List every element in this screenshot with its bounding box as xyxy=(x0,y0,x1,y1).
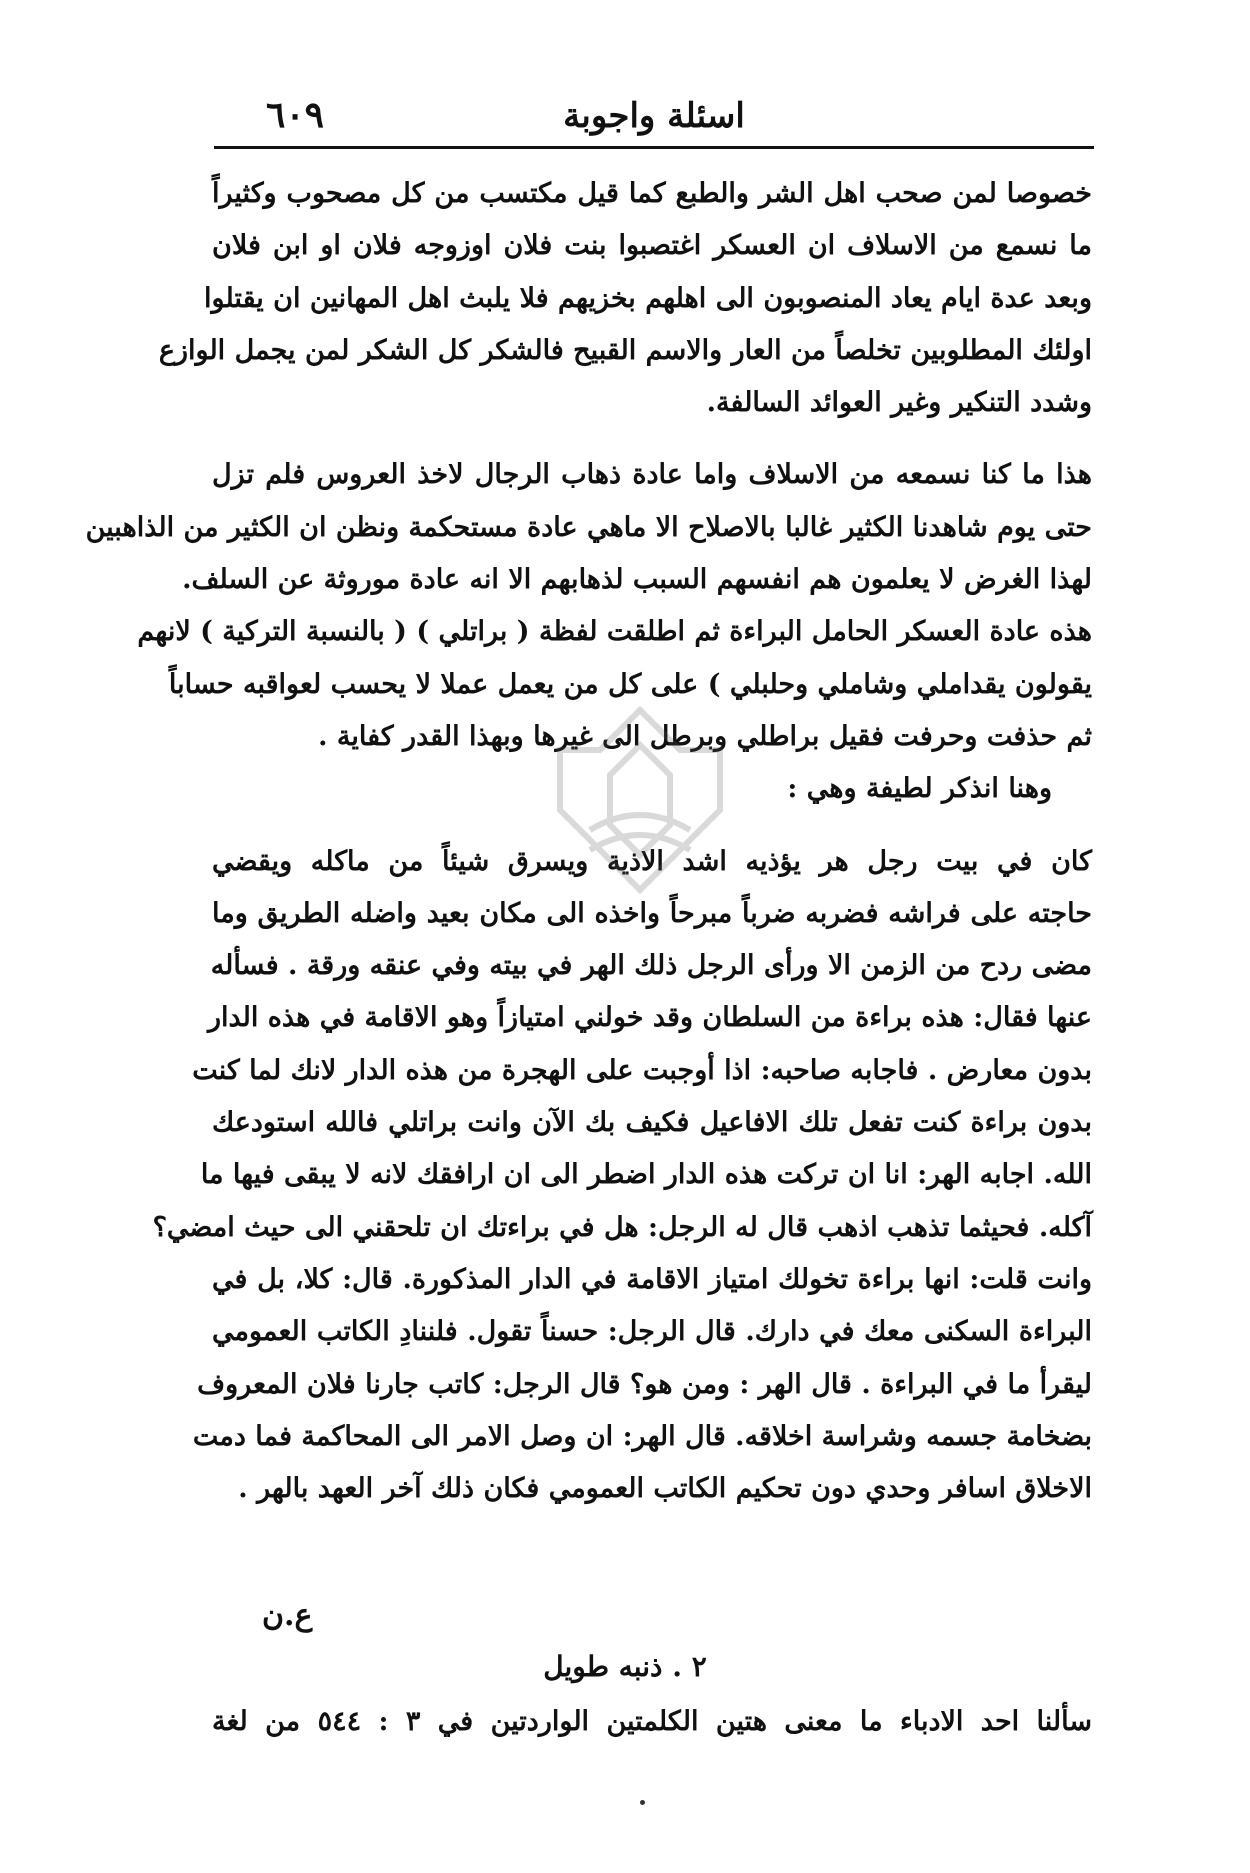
text-line: بضخامة جسمه وشراسة اخلاقه. قال الهر: ان وصل الامر الى المحاكمة فما دمت xyxy=(192,1420,1092,1452)
text-line: اولئك المطلوبين تخلصاً من العار والاسم القبيح فالشكر كل الشكر لمن يجمل الوازع xyxy=(158,334,1092,366)
text-line: بدون معارض . فاجابه صاحبه: اذا أوجبت على الهجرة من هذه الدار لانك لما كنت xyxy=(192,1054,1092,1086)
text-line: وانت قلت: انها براءة تخولك امتياز الاقامة في الدار المذكورة. قال: كلا، بل في xyxy=(212,1263,1092,1295)
text-line: لهذا الغرض لا يعلمون هم انفسهم السبب لذهابهم الا انه عادة موروثة عن السلف. xyxy=(182,564,1092,596)
text-line: يقولون يقداملي وشاملي وحلبلي ) على كل من يعمل عملا لا يحسب لعواقبه حساباً xyxy=(168,668,1092,700)
text-line: البراءة السكنى معك في دارك. قال الرجل: حسناً تقول. فلننادِ الكاتب العمومي xyxy=(212,1316,1092,1348)
text-line: كان في بيت رجل هر يؤذيه اشد الاذية ويسرق شيئاً من ماكله ويقضي xyxy=(212,845,1092,877)
header-rule xyxy=(214,146,1094,149)
text-line: آكله. فحيثما تذهب اذهب قال له الرجل: هل في براءتك ان تلحقني الى حيث امضي؟ xyxy=(152,1211,1092,1243)
running-title: اسئلة واجوبة xyxy=(563,96,745,136)
text-line: عنها فقال: هذه براءة من السلطان وقد خولني امتيازاً وهو الاقامة في هذه الدار xyxy=(207,1002,1092,1034)
text-line: هذا ما كنا نسمعه من الاسلاف واما عادة ذهاب الرجال لاخذ العروس فلم تزل xyxy=(212,459,1092,491)
text-line: وشدد التنكير وغير العوائد السالفة. xyxy=(706,387,1092,419)
text-line: حاجته على فراشه فضربه ضرباً مبرحاً واخذه الى مكان بعيد واضله الطريق وما xyxy=(212,897,1092,929)
text-line: حتى يوم شاهدنا الكثير غالبا بالاصلاح الا ماهي عادة مستحكمة ونظن ان الكثير من الذاهبين xyxy=(85,511,1092,543)
text-line: وبعد عدة ايام يعاد المنصوبون الى اهلهم بخزيهم فلا يلبث اهل المهانين ان يقتلوا xyxy=(204,282,1092,314)
body-text xyxy=(85,168,1092,1515)
ink-speck xyxy=(640,1800,645,1805)
page-header xyxy=(218,92,1090,142)
footer-text-line: سألنا احد الادباء ما معنى هتين الكلمتين الواردتين في ٣ : ٥٤٤ من لغة xyxy=(212,1706,1092,1737)
text-line: ليقرأ ما في البراءة . قال الهر : ومن هو؟ قال الرجل: كاتب جارنا فلان المعروف xyxy=(197,1368,1092,1400)
author-signature: ع.ن xyxy=(262,1598,313,1633)
text-line: الاخلاق اسافر وحدي دون تحكيم الكاتب العمومي فكان ذلك آخر العهد بالهر . xyxy=(238,1473,1092,1505)
text-line: وهنا انذكر لطيفة وهي : xyxy=(787,773,1052,805)
text-line: هذه عادة العسكر الحامل البراءة ثم اطلقت لفظة ( براتلي ) ( بالنسبة التركية ) لانهم xyxy=(137,616,1092,648)
page-number: ٦٠٩ xyxy=(266,94,325,136)
text-line: ما نسمع من الاسلاف ان العسكر اغتصبوا بنت فلان اوزوجه فلان او ابن فلان xyxy=(212,230,1092,262)
text-line: بدون براءة كنت تفعل تلك الافاعيل فكيف بك الآن وانت براتلي فالله استودعك xyxy=(212,1107,1092,1139)
text-line: الله. اجابه الهر: انا ان تركت هذه الدار اضطر الى ان ارافقك لانه لا يبقى فيها ما xyxy=(200,1159,1092,1191)
section-heading: ٢ . ذنبه طويل xyxy=(543,1650,707,1683)
text-line: مضى ردح من الزمن الا ورأى الرجل ذلك الهر في بيته وفي عنقه ورقة . فسأله xyxy=(210,950,1092,982)
text-line: ثم حذفت وحرفت فقيل براطلي وبرطل الى غيرها وبهذا القدر كفاية . xyxy=(318,720,1092,752)
text-line: خصوصا لمن صحب اهل الشر والطبع كما قيل مكتسب من كل مصحوب وكثيراً xyxy=(212,178,1092,209)
